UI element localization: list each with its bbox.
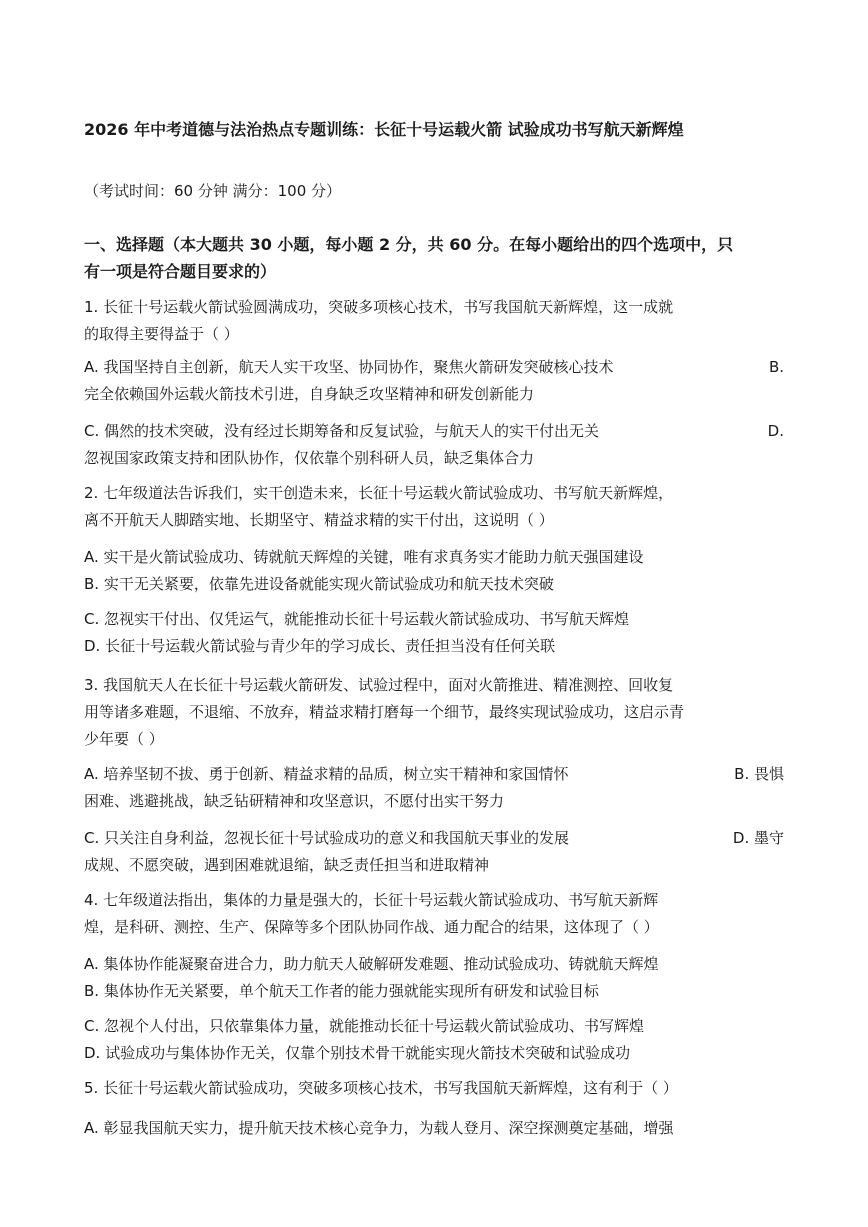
option-d-text: 忽视国家政策支持和团队协作，仅依靠个别科研人员，缺乏集体合力 [84,449,535,467]
question-4-options-ab [84,951,784,1005]
option-a: A. 集体协作能凝聚奋进合力，助力航天人破解研发难题、推动试验成功、铸就航天辉煌 [84,955,659,973]
section-heading [84,231,784,285]
question-stem: 1. 长征十号运载火箭试验圆满成功，突破多项核心技术，书写我国航天新辉煌，这一成就 [84,298,674,316]
section-heading-line: 一、选择题（本大题共 30 小题，每小题 2 分，共 60 分。在每小题给出的四个选项中，只 [84,235,734,254]
option-d-text: 成规、不愿突破，遇到困难就退缩，缺乏责任担当和进取精神 [84,856,490,874]
question-4 [84,887,784,941]
question-5-options [84,1115,784,1142]
option-d: D. 长征十号运载火箭试验与青少年的学习成长、责任担当没有任何关联 [84,637,556,655]
question-1-options-cd [84,418,784,472]
option-row [84,761,784,788]
question-3 [84,672,784,753]
option-b-label: B. 畏惧 [734,765,784,783]
question-stem: 4. 七年级道法指出，集体的力量是强大的，长征十号运载火箭试验成功、书写航天新辉 [84,891,659,909]
option-c: C. 偶然的技术突破，没有经过长期筹备和反复试验，与航天人的实干付出无关 [84,422,600,440]
option-row [84,825,784,852]
question-5 [84,1075,784,1102]
question-stem: 3. 我国航天人在长征十号运载火箭研发、试验过程中，面对火箭推进、精准测控、回收复 [84,676,674,694]
option-a: A. 彰显我国航天实力，提升航天技术核心竞争力，为载人登月、深空探测奠定基础，增强 [84,1119,674,1137]
option-a: A. 实干是火箭试验成功、铸就航天辉煌的关键，唯有求真务实才能助力航天强国建设 [84,548,644,566]
question-stem: 煌，是科研、测控、生产、保障等多个团队协同作战、通力配合的结果，这体现了（ ） [84,918,659,936]
document-title: 2026 年中考道德与法治热点专题训练：长征十号运载火箭 试验成功书写航天新辉煌 [84,120,684,139]
question-2 [84,480,784,534]
option-a: A. 培养坚韧不拔、勇于创新、精益求精的品质，树立实干精神和家国情怀 [84,765,569,783]
option-row [84,418,784,445]
question-stem: 用等诸多难题，不退缩、不放弃，精益求精打磨每一个细节，最终实现试验成功，这启示青 [84,703,685,721]
question-3-options-cd [84,825,784,879]
question-stem: 离不开航天人脚踏实地、长期坚守、精益求精的实干付出，这说明（ ） [84,511,554,529]
question-1-options-ab [84,354,784,408]
option-a: A. 我国坚持自主创新，航天人实干攻坚、协同协作，聚焦火箭研发突破核心技术 [84,358,614,376]
option-c: C. 忽视实干付出、仅凭运气，就能推动长征十号运载火箭试验成功、书写航天辉煌 [84,610,630,628]
question-stem: 5. 长征十号运载火箭试验成功，突破多项核心技术，书写我国航天新辉煌，这有利于（ ） [84,1079,678,1097]
option-b: B. 集体协作无关紧要，单个航天工作者的能力强就能实现所有研发和试验目标 [84,982,599,1000]
question-2-options-ab [84,544,784,598]
option-c: C. 只关注自身利益，忽视长征十号试验成功的意义和我国航天事业的发展 [84,829,570,847]
option-b-label: B. [768,358,784,376]
option-d-label: D. [767,422,784,440]
option-b-text: 完全依赖国外运载火箭技术引进，自身缺乏攻坚精神和研发创新能力 [84,385,535,403]
question-3-options-ab [84,761,784,815]
option-c: C. 忽视个人付出，只依靠集体力量，就能推动长征十号运载火箭试验成功、书写辉煌 [84,1017,645,1035]
option-d-label: D. 墨守 [732,829,784,847]
option-row [84,354,784,381]
question-stem: 少年要（ ） [84,730,164,748]
option-d: D. 试验成功与集体协作无关，仅靠个别技术骨干就能实现火箭技术突破和试验成功 [84,1044,631,1062]
option-b: B. 实干无关紧要，依靠先进设备就能实现火箭试验成功和航天技术突破 [84,575,554,593]
section-heading-line: 有一项是符合题目要求的） [84,262,277,281]
option-b-text: 困难、逃避挑战，缺乏钻研精神和攻坚意识，不愿付出实干努力 [84,792,505,810]
question-2-options-cd [84,606,784,660]
question-1 [84,294,784,348]
question-stem: 的取得主要得益于（ ） [84,325,239,343]
question-4-options-cd [84,1013,784,1067]
question-stem: 2. 七年级道法告诉我们，实干创造未来，长征十号运载火箭试验成功、书写航天新辉煌， [84,484,674,502]
exam-info: （考试时间：60 分钟 满分：100 分） [84,182,342,200]
